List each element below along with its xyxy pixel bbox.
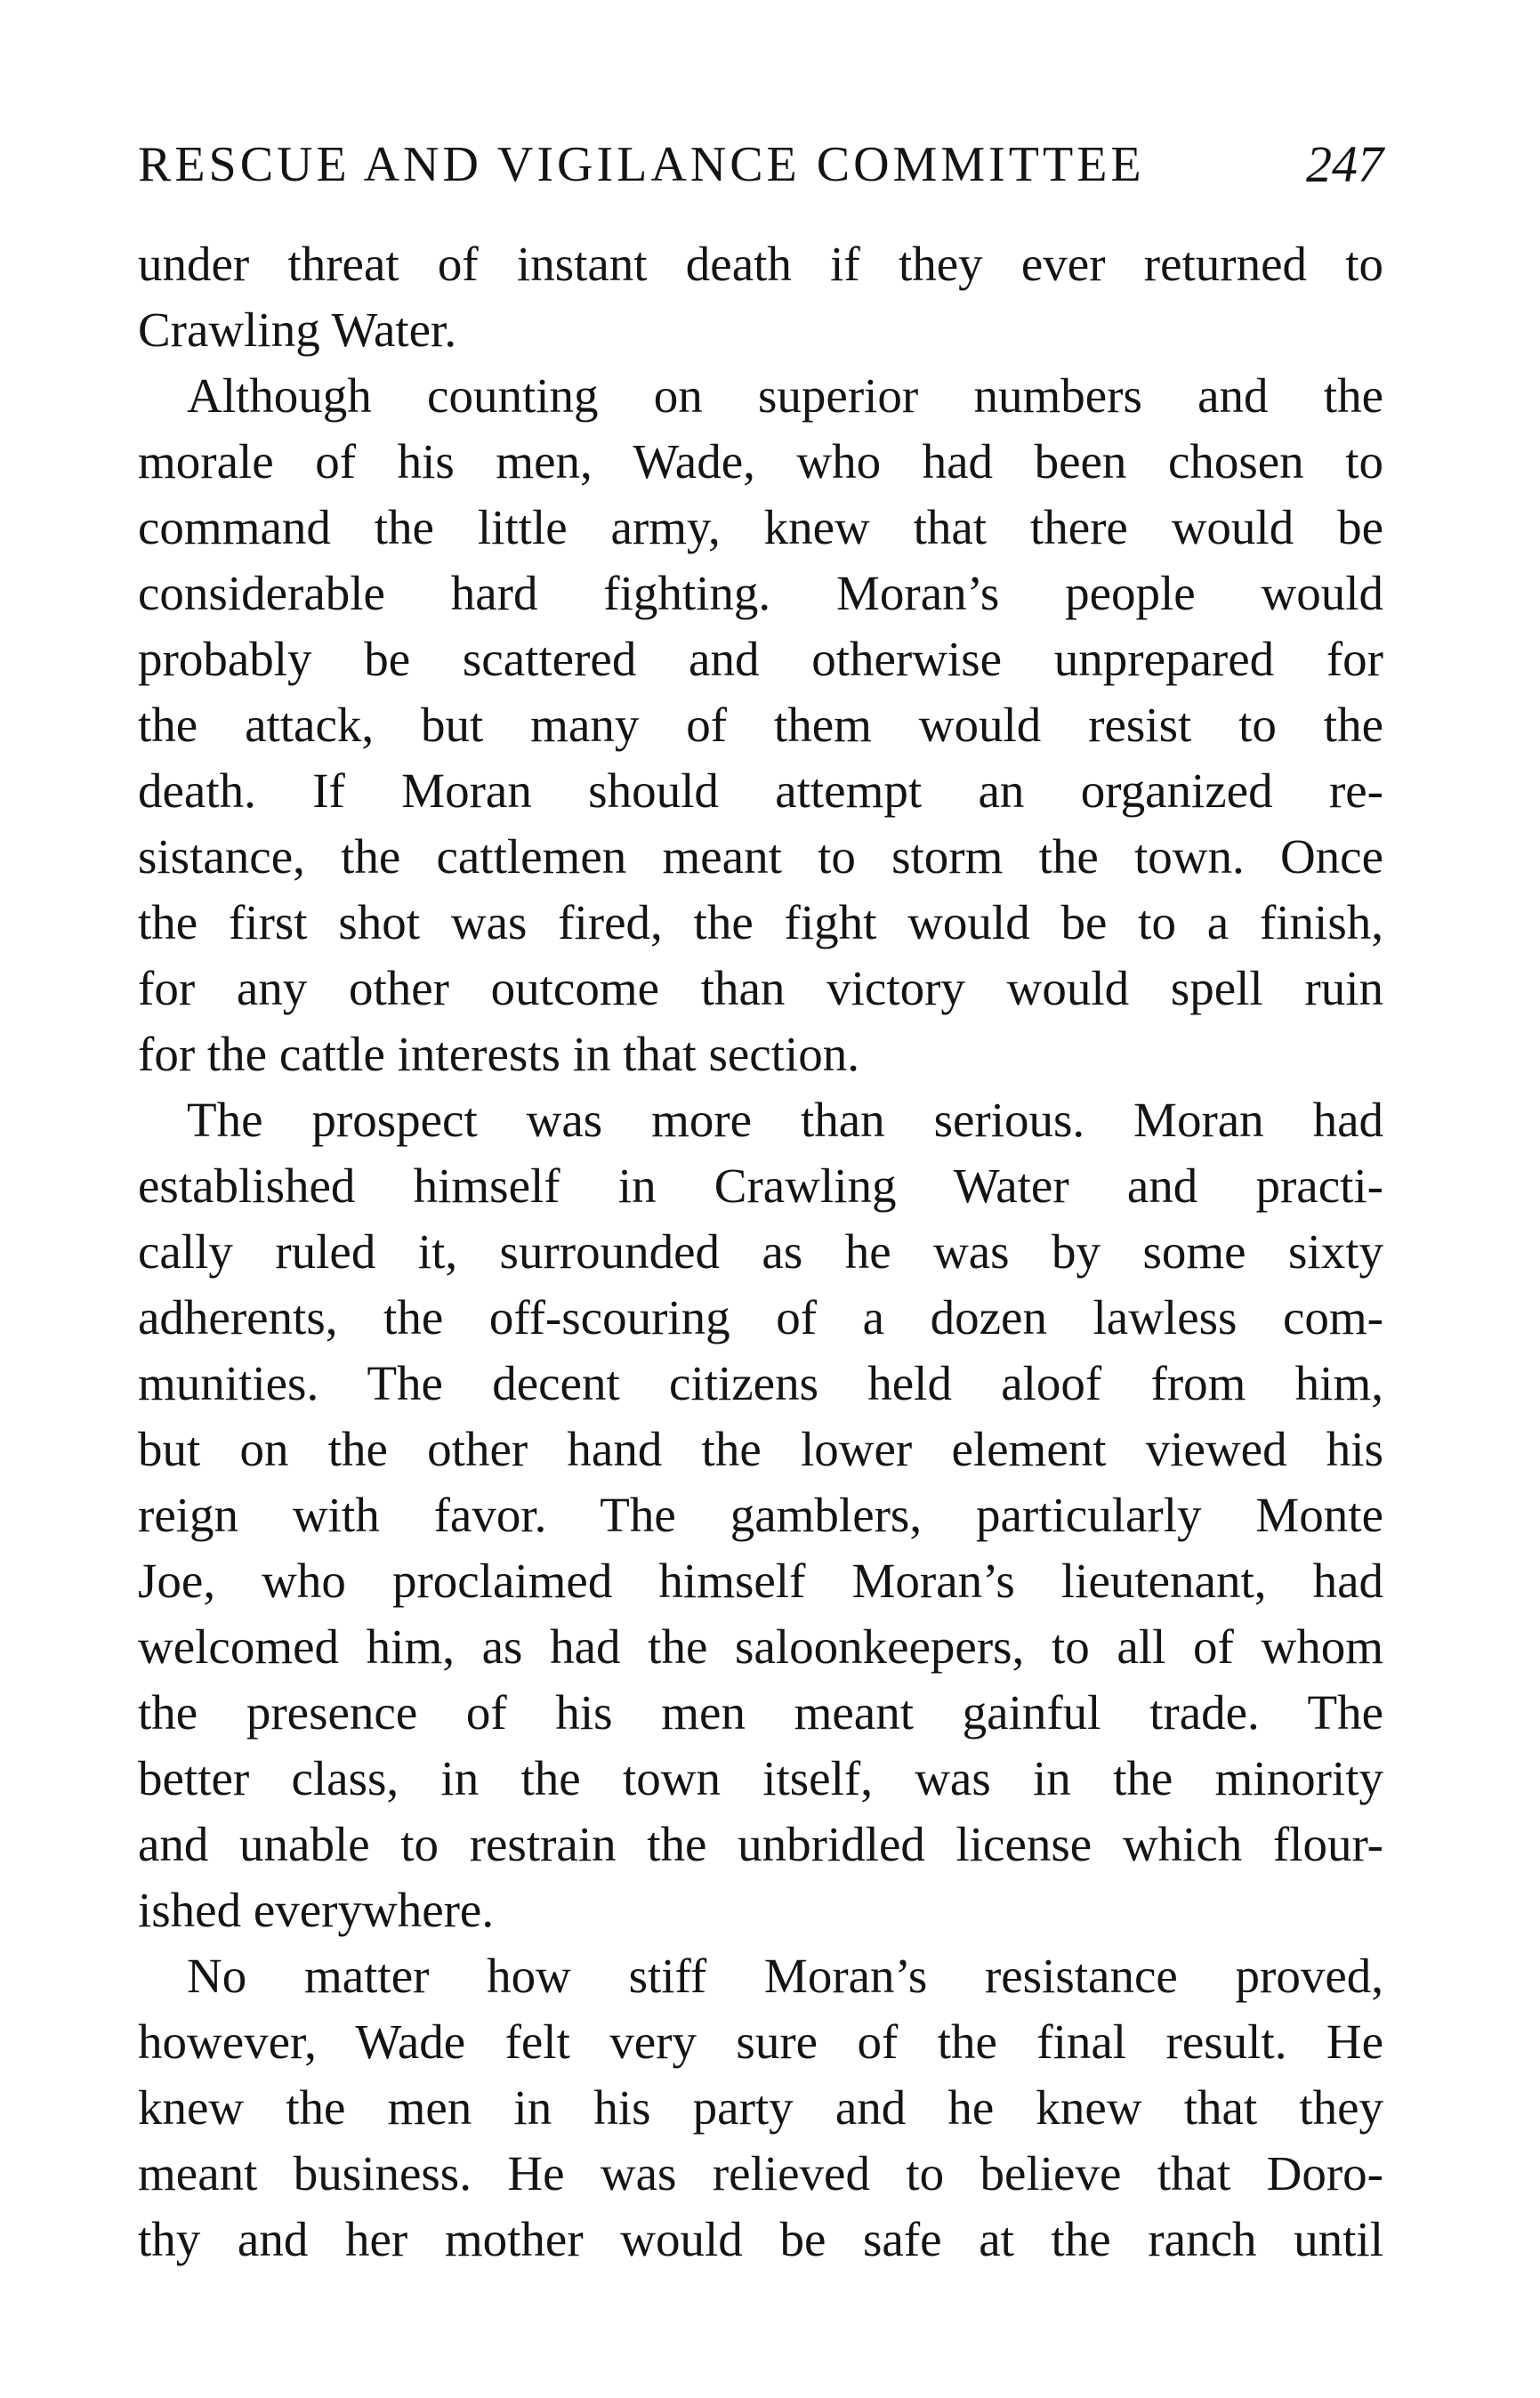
- text-line: the first shot was fired, the fight would be to a finish,: [138, 895, 1383, 949]
- text-line: for any other outcome than victory would spell ruin: [138, 961, 1383, 1015]
- page-number: 247: [1306, 135, 1383, 193]
- text-line: cally ruled it, surrounded as he was by some sixty: [138, 1224, 1383, 1279]
- text-line: but on the other hand the lower element viewed his: [138, 1422, 1383, 1476]
- text-line: under threat of instant death if they ever returned to: [138, 237, 1383, 291]
- text-line: death. If Moran should attempt an organized re-: [138, 763, 1383, 818]
- text-line: welcomed him, as had the saloonkeepers, to all of whom: [138, 1619, 1383, 1674]
- text-line: however, Wade felt very sure of the final result. He: [138, 2014, 1383, 2069]
- running-head: [138, 129, 1383, 200]
- text-line: command the little army, knew that there would be: [138, 500, 1383, 554]
- text-line: knew the men in his party and he knew that they: [138, 2080, 1383, 2135]
- text-line: meant business. He was relieved to believe that Doro-: [138, 2146, 1383, 2200]
- text-line: adherents, the off-scouring of a dozen lawless com-: [138, 1290, 1383, 1344]
- running-title: RESCUE AND VIGILANCE COMMITTEE: [138, 137, 1145, 192]
- text-line: Crawling Water.: [138, 303, 457, 357]
- text-line: better class, in the town itself, was in the minority: [138, 1751, 1383, 1805]
- text-line: sistance, the cattlemen meant to storm the town. Once: [138, 829, 1383, 884]
- text-line: reign with favor. The gamblers, particularly Monte: [138, 1488, 1383, 1542]
- text-line: Joe, who proclaimed himself Moran’s lieutenant, had: [138, 1554, 1383, 1608]
- text-line: probably be scattered and otherwise unprepared for: [138, 632, 1383, 686]
- text-line: considerable hard fighting. Moran’s people would: [138, 566, 1383, 620]
- paragraph-start: Although counting on superior numbers and the: [187, 368, 1383, 423]
- text-line: for the cattle interests in that section.: [138, 1027, 859, 1081]
- paragraph-start: No matter how stiff Moran’s resistance proved,: [187, 1949, 1383, 2003]
- text-line: thy and her mother would be safe at the ranch until: [138, 2212, 1383, 2266]
- text-line: the attack, but many of them would resist to the: [138, 698, 1383, 752]
- text-line: munities. The decent citizens held aloof from him,: [138, 1356, 1383, 1410]
- text-line: the presence of his men meant gainful trade. The: [138, 1685, 1383, 1740]
- paragraph-start: The prospect was more than serious. Moran had: [187, 1093, 1383, 1147]
- text-line: and unable to restrain the unbridled license which flour-: [138, 1817, 1383, 1871]
- text-line: morale of his men, Wade, who had been chosen to: [138, 434, 1383, 488]
- text-line: established himself in Crawling Water and practi-: [138, 1159, 1383, 1213]
- text-line: ished everywhere.: [138, 1883, 495, 1937]
